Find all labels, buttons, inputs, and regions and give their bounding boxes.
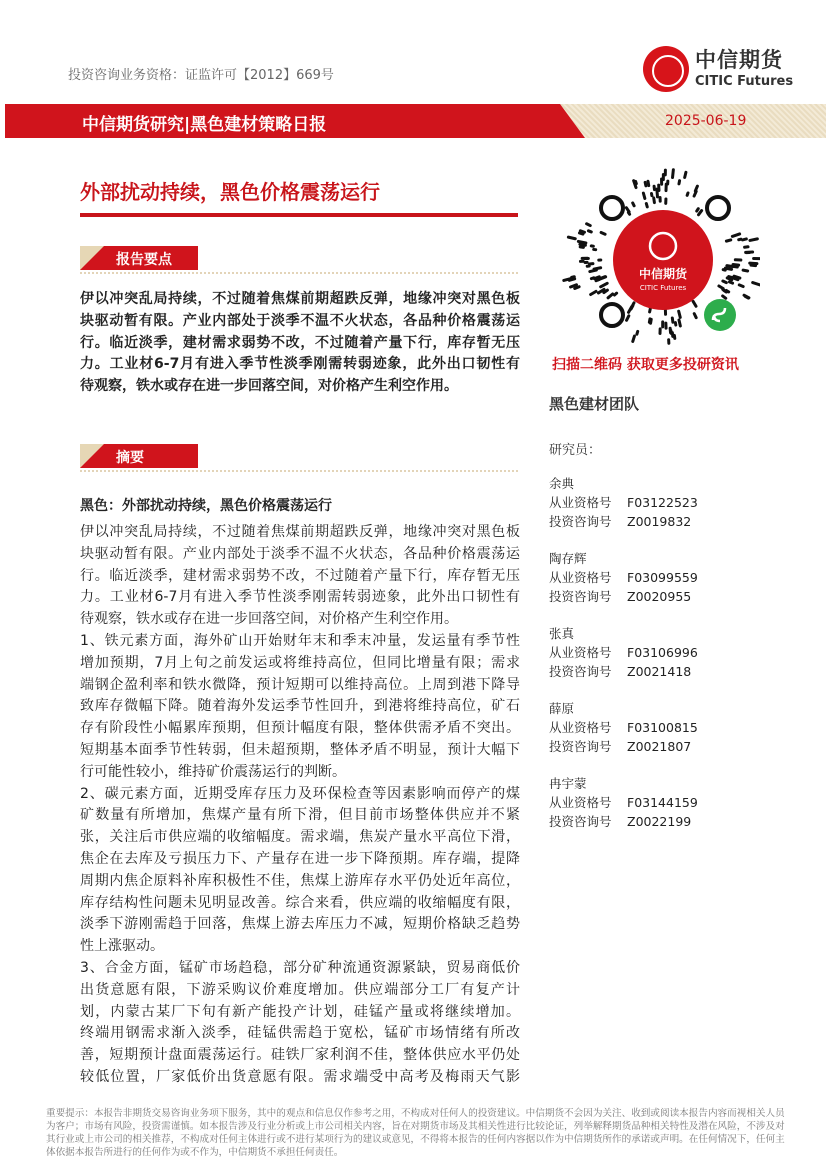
cert-number: F03122523 — [627, 495, 698, 510]
analyst-entry — [549, 549, 698, 606]
abstract-body — [80, 522, 520, 1089]
text-line: 善，短期预计盘面震荡运行。硅铁厂家利润不佳，整体供应水平仍处 — [80, 1047, 520, 1064]
cert-label: 从业资格号 — [549, 645, 612, 660]
paragraph — [80, 522, 520, 631]
text-line: 张，关注后市供应端的收缩幅度。需求端，焦炭产量水平高位下滑， — [80, 829, 520, 846]
text-line: 增加预期，7月上旬之前发运或将维持高位，但同比增量有限；需求 — [80, 654, 520, 671]
qr-caption: 扫描二维码 获取更多投研资讯 — [552, 357, 739, 373]
consult-row — [549, 512, 698, 531]
consult-label: 投资咨询号 — [549, 664, 612, 679]
abstract-heading: 黑色：外部扰动持续，黑色价格震荡运行 — [80, 498, 332, 514]
text-line: 待观察，铁水或存在进一步回落空间，对价格产生利空作用。 — [80, 378, 458, 395]
text-line: 短期基本面季节性转弱，但未超预期，整体矛盾不明显，预计大幅下 — [80, 741, 520, 758]
cert-label: 从业资格号 — [549, 495, 612, 510]
analyst-list — [549, 474, 698, 849]
section-label: 摘要 — [116, 450, 144, 466]
analyst-entry — [549, 699, 698, 756]
paragraph — [80, 631, 520, 784]
cert-label: 从业资格号 — [549, 795, 612, 810]
report-date: 2025-06-19 — [665, 113, 747, 129]
analyst-entry — [549, 474, 698, 531]
text-line: 较低位置，厂家低价出货意愿有限。需求端受中高考及梅雨天气影 — [80, 1068, 520, 1085]
analyst-entry — [549, 624, 698, 681]
qr-code[interactable] — [560, 165, 760, 345]
text-line: 3、合金方面，锰矿市场趋稳，部分矿种流通资源紧缺，贸易商低价 — [80, 959, 520, 976]
cert-row — [549, 793, 698, 812]
section-divider — [80, 470, 518, 472]
section-label: 报告要点 — [116, 252, 172, 268]
report-title: 外部扰动持续，黑色价格震荡运行 — [80, 180, 380, 204]
citic-futures-logo — [643, 44, 803, 98]
cert-row — [549, 718, 698, 737]
citic-logo-icon — [643, 46, 689, 92]
title-divider — [80, 213, 518, 217]
text-line: 力。工业材6-7月有进入季节性淡季刚需转弱迹象，此外出口韧性有 — [80, 589, 520, 606]
text-line: 焦企在去库及亏损压力下、产量存在进一步下降预期。库存端，提降 — [80, 850, 520, 867]
logo-en: CITIC Futures — [695, 74, 794, 89]
text-line: 矿数量有所增加，焦煤产量有所下滑，但目前市场整体供应并不紧 — [80, 807, 520, 824]
text-line: 淡季下游刚需趋于回落，焦煤上游去库压力不减，短期价格缺乏趋势 — [80, 916, 520, 933]
text-line: 端钢企盈利率和铁水微降，预计短期可以维持高位。上周到港下降导 — [80, 676, 520, 693]
qualification-text: 投资咨询业务资格：证监许可【2012】669号 — [68, 68, 334, 83]
consult-row — [549, 587, 698, 606]
text-line: 行。临近淡季，建材需求弱势不改，不过随着产量下行，库存暂无压 — [80, 334, 520, 351]
key-points-paragraph — [80, 289, 520, 398]
analyst-name: 薛原 — [549, 701, 575, 716]
cert-row — [549, 493, 698, 512]
consult-label: 投资咨询号 — [549, 739, 612, 754]
qr-logo-en: CITIC Futures — [639, 284, 687, 292]
consult-row — [549, 662, 698, 681]
cert-number: F03144159 — [627, 795, 698, 810]
text-line: 划，内蒙古某厂下旬有新产能投产计划，硅锰产量或将继续增加。 — [80, 1003, 520, 1020]
consult-row — [549, 812, 698, 831]
analyst-name: 余典 — [549, 476, 575, 491]
text-line: 块驱动暂有限。产业内部处于淡季不温不火状态，各品种价格震荡运 — [80, 545, 520, 562]
consult-row — [549, 737, 698, 756]
text-line: 出货意愿有限，下游采购议价难度增加。供应端部分工厂有复产计 — [80, 981, 520, 998]
cert-number: F03100815 — [627, 720, 698, 735]
disclaimer: 重要提示：本报告非期货交易咨询业务项下服务，其中的观点和信息仅作参考之用，不构成对任何人的投资建议。中信期货不会因为关注、收到或阅读本报告内容而视相关人员为客户；市场有风险，投资需谨慎。如本报告涉及行业分析或上市公司相关内容，旨在对期货市场及其相关性进行比较论证，列举解释期货品种相关特性及潜在风险，不涉及对其行业或上市公司的相关推荐，不构成对任何主体进行或不进行某项行为的建议或意见，不得将本报告的任何内容据以作为中信期货所作的承诺或声明。在任何情况下，任何主体依据本报告所进行的任何作为或不作为，中信期货不承担任何责任。 — [46, 1108, 785, 1158]
text-line: 1、铁元素方面，海外矿山开始财年末和季末冲量，发运量有季节性 — [80, 632, 520, 649]
text-line: 性上涨驱动。 — [80, 938, 164, 955]
text-line: 行可能性较小，维持矿价震荡运行的判断。 — [80, 763, 346, 780]
text-line: 力。工业材6-7月有进入季节性淡季刚需转弱迹象，此外出口韧性有 — [80, 356, 520, 373]
consult-number: Z0022199 — [627, 814, 692, 829]
consult-number: Z0019832 — [627, 514, 692, 529]
text-line: 伊以冲突乱局持续，不过随着焦煤前期超跌反弹，地缘冲突对黑色板 — [80, 524, 520, 540]
section-divider — [80, 272, 518, 274]
text-line: 伊以冲突乱局持续，不过随着焦煤前期超跌反弹，地缘冲突对黑色板 — [80, 291, 520, 307]
section-tag-key-points — [80, 246, 198, 270]
researchers-label: 研究员： — [549, 443, 602, 458]
text-line: 周期内焦企原料补库积极性不佳，焦煤上游库存水平仍处近年高位， — [80, 872, 520, 889]
analyst-name: 冉宇蒙 — [549, 776, 587, 791]
text-line: 致库存微幅下降。随着海外发运季节性回升，到港将维持高位，矿石 — [80, 698, 520, 715]
text-line: 行。临近淡季，建材需求弱势不改，不过随着产量下行，库存暂无压 — [80, 567, 520, 584]
text-line: 库存结构性问题未见明显改善。综合来看，供应端的收缩幅度有限， — [80, 894, 520, 911]
analyst-name: 陶存辉 — [549, 551, 587, 566]
cert-number: F03106996 — [627, 645, 698, 660]
text-line: 终端用钢需求渐入淡季，硅锰供需趋于宽松，锰矿市场情绪有所改 — [80, 1025, 520, 1042]
cert-number: F03099559 — [627, 570, 698, 585]
consult-label: 投资咨询号 — [549, 814, 612, 829]
cert-row — [549, 568, 698, 587]
text-line: 待观察，铁水或存在进一步回落空间，对价格产生利空作用。 — [80, 611, 458, 628]
banner-title: 中信期货研究|黑色建材策略日报 — [82, 115, 327, 135]
cert-label: 从业资格号 — [549, 720, 612, 735]
text-line: 存有阶段性小幅累库预期，但预计幅度有限，整体供需矛盾不突出。 — [80, 720, 520, 737]
logo-cn: 中信期货 — [695, 48, 783, 72]
section-tag-abstract — [80, 444, 198, 468]
paragraph — [80, 784, 520, 958]
consult-label: 投资咨询号 — [549, 589, 612, 604]
text-line: 块驱动暂有限。产业内部处于淡季不温不火状态，各品种价格震荡运 — [80, 312, 520, 329]
qr-logo-cn: 中信期货 — [638, 267, 688, 281]
team-name: 黑色建材团队 — [549, 395, 640, 413]
consult-label: 投资咨询号 — [549, 514, 612, 529]
cert-label: 从业资格号 — [549, 570, 612, 585]
cert-row — [549, 643, 698, 662]
consult-number: Z0021807 — [627, 739, 692, 754]
paragraph — [80, 958, 520, 1089]
consult-number: Z0020955 — [627, 589, 692, 604]
consult-number: Z0021418 — [627, 664, 692, 679]
text-line: 2、碳元素方面，近期受库存压力及环保检查等因素影响而停产的煤 — [80, 785, 520, 802]
analyst-entry — [549, 774, 698, 831]
analyst-name: 张真 — [549, 626, 575, 641]
